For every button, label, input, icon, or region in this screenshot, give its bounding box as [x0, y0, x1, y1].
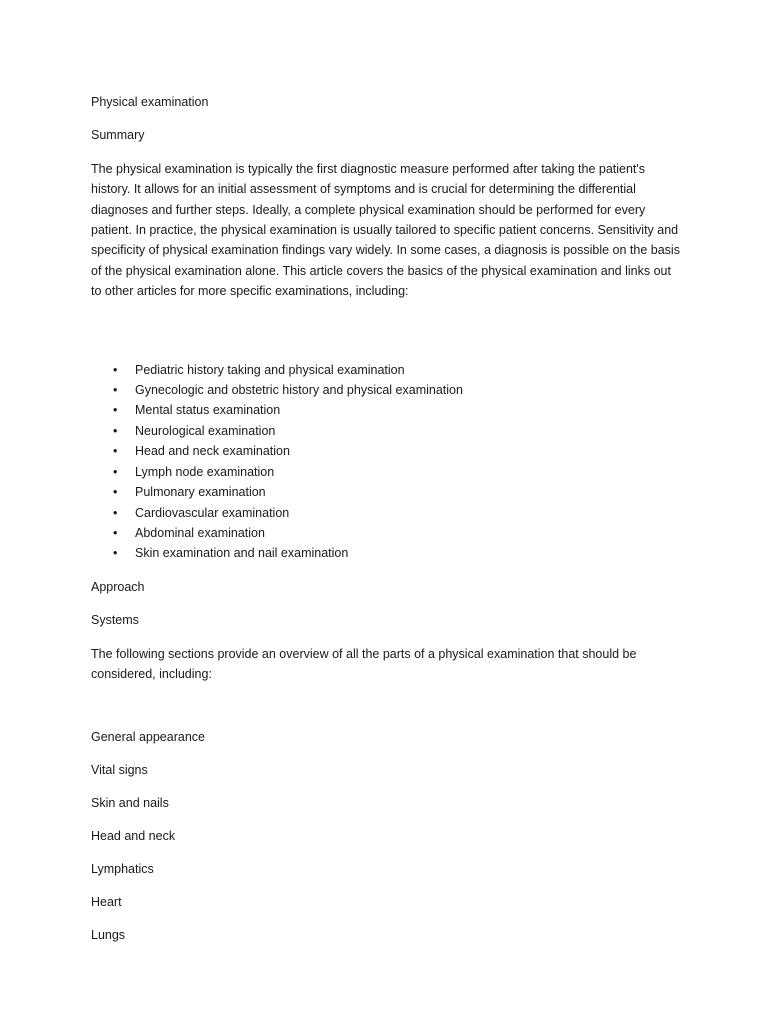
- system-item-general-appearance: General appearance: [91, 730, 205, 745]
- list-item: [91, 482, 681, 502]
- list-item: [91, 400, 681, 420]
- list-item-text: Mental status examination: [135, 403, 281, 418]
- list-item-text: Head and neck examination: [135, 444, 290, 459]
- examination-list: [91, 360, 681, 564]
- document-title: Physical examination: [91, 95, 209, 109]
- list-item: [91, 503, 681, 523]
- system-item-heart: Heart: [91, 895, 122, 910]
- list-item-text: Pediatric history taking and physical examination: [135, 362, 405, 377]
- list-item-text: Abdominal examination: [135, 525, 265, 540]
- approach-heading: Approach: [91, 579, 145, 594]
- bullet-icon: •: [113, 362, 118, 377]
- bullet-icon: •: [113, 383, 118, 398]
- list-item: [91, 523, 681, 543]
- summary-heading: Summary: [91, 128, 145, 143]
- systems-heading: Systems: [91, 613, 139, 628]
- list-item-text: Cardiovascular examination: [135, 505, 290, 520]
- system-item-skin-and-nails: Skin and nails: [91, 796, 169, 811]
- system-item-vital-signs: Vital signs: [91, 763, 148, 778]
- spacer: [91, 315, 681, 360]
- summary-paragraph: The physical examination is typically the first diagnostic measure performed after taking the patient's history. It allows for an initial assessment of symptoms and is crucial for determining the differential diagnoses and further steps. Ideally, a complete physical examination should be performed for every patient. In practice, the physical examination is usually tailored to specific patient concerns. Sensitivity and specificity of physical examination findings vary widely. In some cases, a diagnosis is possible on the basis of the physical examination alone. This article covers the basics of the physical examination and links out to other articles for more specific examinations, including:: [91, 161, 680, 299]
- list-item-text: Pulmonary examination: [135, 485, 266, 500]
- system-item-lymphatics: Lymphatics: [91, 862, 154, 877]
- list-item-text: Skin examination and nail examination: [135, 546, 349, 561]
- list-item-text: Neurological examination: [135, 423, 276, 438]
- systems-paragraph: The following sections provide an overview of all the parts of a physical examination that should be considered, including:: [91, 646, 637, 681]
- bullet-icon: •: [113, 546, 118, 561]
- system-item-head-and-neck: Head and neck: [91, 829, 176, 844]
- list-item: [91, 421, 681, 441]
- list-item-text: Lymph node examination: [135, 464, 275, 479]
- system-item-lungs: Lungs: [91, 928, 126, 943]
- list-item: [91, 441, 681, 461]
- bullet-icon: •: [113, 403, 118, 418]
- bullet-icon: •: [113, 485, 118, 500]
- bullet-icon: •: [113, 464, 118, 479]
- bullet-icon: •: [113, 505, 118, 520]
- list-item-text: Gynecologic and obstetric history and physical examination: [135, 383, 463, 398]
- list-item: [91, 543, 681, 563]
- list-item: [91, 380, 681, 400]
- bullet-icon: •: [113, 525, 118, 540]
- spacer: [91, 697, 681, 727]
- list-item: [91, 360, 681, 380]
- list-item: [91, 462, 681, 482]
- bullet-icon: •: [113, 444, 118, 459]
- document-page: [91, 92, 681, 958]
- bullet-icon: •: [113, 423, 118, 438]
